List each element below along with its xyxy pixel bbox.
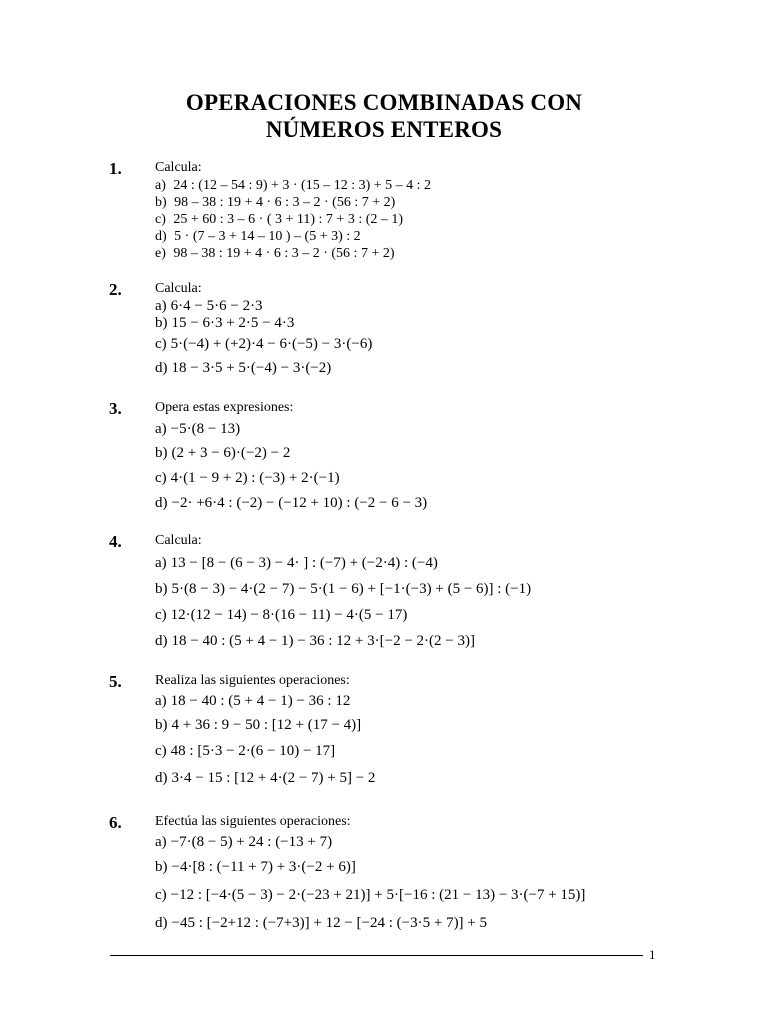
page-number: 1: [649, 947, 656, 962]
exercise-instruction: Opera estas expresiones:: [155, 400, 294, 415]
exercise-item: [155, 628, 675, 654]
item-expression: 13 − [8 − (6 − 3) − 4· ] : (−7) + (−2·4) : (−4): [170, 555, 438, 571]
item-expression: 98 – 38 : 19 + 4 · 6 : 3 – 2 · (56 : 7 + 2): [174, 195, 396, 210]
item-expression: 48 : [5·3 − 2·(6 − 10) − 17]: [170, 743, 336, 759]
item-label: a): [155, 693, 167, 709]
item-label: c): [155, 470, 167, 486]
item-label: d): [155, 915, 168, 931]
item-expression: 4 + 36 : 9 − 50 : [12 + (17 − 4)]: [171, 717, 362, 733]
item-label: c): [155, 887, 167, 903]
item-expression: −12 : [−4·(5 − 3) − 2·(−23 + 21)] + 5·[−16 : (21 − 13) − 3·(−7 + 15)]: [170, 887, 586, 903]
exercise-item: [155, 228, 675, 245]
item-label: a): [155, 298, 167, 314]
item-label: d): [155, 633, 168, 649]
item-expression: 24 : (12 – 54 : 9) + 3 · (15 – 12 : 3) + 5 – 4 : 2: [173, 178, 432, 193]
exercise-instruction: Efectúa las siguientes operaciones:: [155, 814, 351, 829]
exercise-number: 4.: [109, 532, 122, 551]
item-label: c): [155, 212, 166, 227]
item-expression: −7·(8 − 5) + 24 : (−13 + 7): [170, 834, 333, 850]
exercise-number: 2.: [109, 280, 122, 299]
exercise-item: [155, 550, 675, 576]
exercise-item: [155, 315, 675, 332]
exercise-item: [155, 417, 675, 441]
exercise-instruction: Realiza las siguientes operaciones:: [155, 673, 350, 688]
item-expression: 5·(8 − 3) − 4·(2 − 7) − 5·(1 − 6) + [−1·(−3) + (5 − 6)] : (−1): [171, 581, 532, 597]
item-expression: 12·(12 − 14) − 8·(16 − 11) − 4·(5 − 17): [170, 607, 408, 623]
exercise-item: [155, 332, 675, 356]
item-label: b): [155, 717, 168, 733]
item-expression: 5·(−4) + (+2)·4 − 6·(−5) − 3·(−6): [170, 336, 373, 352]
item-label: d): [155, 360, 168, 376]
item-label: c): [155, 743, 167, 759]
item-label: b): [155, 581, 168, 597]
item-expression: 4·(1 − 9 + 2) : (−3) + 2·(−1): [170, 470, 340, 486]
item-expression: 25 + 60 : 3 – 6 · ( 3 + 11) : 7 + 3 : (2 – 1): [173, 212, 404, 227]
item-label: c): [155, 607, 167, 623]
exercise-item: [155, 603, 675, 628]
item-expression: 98 – 38 : 19 + 4 · 6 : 3 – 2 · (56 : 7 + 2): [173, 246, 395, 261]
exercise-item: [155, 765, 675, 792]
item-expression: 6·4 − 5·6 − 2·3: [170, 298, 263, 314]
item-label: d): [155, 229, 167, 244]
item-label: b): [155, 315, 168, 331]
item-expression: 15 − 6·3 + 2·5 − 4·3: [171, 315, 295, 331]
item-label: a): [155, 834, 167, 850]
exercise-item: [155, 738, 675, 765]
exercise-item: [155, 466, 675, 491]
item-label: c): [155, 336, 167, 352]
item-label: a): [155, 421, 167, 437]
item-expression: 18 − 3·5 + 5·(−4) − 3·(−2): [171, 360, 332, 376]
item-label: a): [155, 178, 166, 193]
exercise-item: [155, 491, 675, 516]
exercise-item: [155, 194, 675, 211]
exercise-item: [155, 712, 675, 738]
exercise-item: [155, 356, 675, 380]
item-label: e): [155, 246, 166, 261]
exercise-item: [155, 177, 675, 194]
item-label: a): [155, 555, 167, 571]
exercise-item: [155, 441, 675, 466]
exercise-number: 1.: [109, 159, 122, 178]
exercise-item: [155, 854, 675, 881]
item-expression: 18 − 40 : (5 + 4 − 1) − 36 : 12: [170, 693, 351, 709]
exercise-number: 5.: [109, 672, 122, 691]
item-expression: 18 − 40 : (5 + 4 − 1) − 36 : 12 + 3·[−2 − 2·(2 − 3)]: [171, 633, 475, 649]
exercise-item: [155, 881, 675, 909]
exercise-instruction: Calcula:: [155, 533, 202, 548]
page-title-line-1: OPERACIONES COMBINADAS CON: [185, 90, 583, 115]
item-label: d): [155, 770, 168, 786]
exercise-item: [155, 298, 675, 315]
exercise-item: [155, 211, 675, 228]
item-label: d): [155, 495, 168, 511]
item-expression: −45 : [−2+12 : (−7+3)] + 12 − [−24 : (−3·5 + 7)] + 5: [171, 915, 488, 931]
page-title-line-2: NÚMEROS ENTEROS: [265, 117, 503, 142]
exercise-number: 3.: [109, 399, 122, 418]
item-label: b): [155, 195, 167, 210]
item-expression: 5 · (7 – 3 + 14 – 10 ) – (5 + 3) : 2: [174, 229, 361, 244]
item-expression: −4·[8 : (−11 + 7) + 3·(−2 + 6)]: [171, 859, 356, 875]
exercise-item: [155, 690, 675, 712]
exercise-item: [155, 576, 675, 603]
item-expression: −5·(8 − 13): [170, 421, 241, 437]
exercise-item: [155, 245, 675, 262]
exercise-item: [155, 831, 675, 854]
footer-divider: [110, 955, 643, 956]
exercise-item: [155, 909, 675, 937]
item-expression: 3·4 − 15 : [12 + 4·(2 − 7) + 5] − 2: [171, 770, 376, 786]
item-expression: −2· +6·4 : (−2) − (−12 + 10) : (−2 − 6 − 3): [171, 495, 428, 511]
exercise-number: 6.: [109, 813, 122, 832]
item-label: b): [155, 859, 168, 875]
exercise-instruction: Calcula:: [155, 281, 202, 296]
item-expression: (2 + 3 − 6)·(−2) − 2: [171, 445, 291, 461]
exercise-instruction: Calcula:: [155, 160, 202, 175]
item-label: b): [155, 445, 168, 461]
